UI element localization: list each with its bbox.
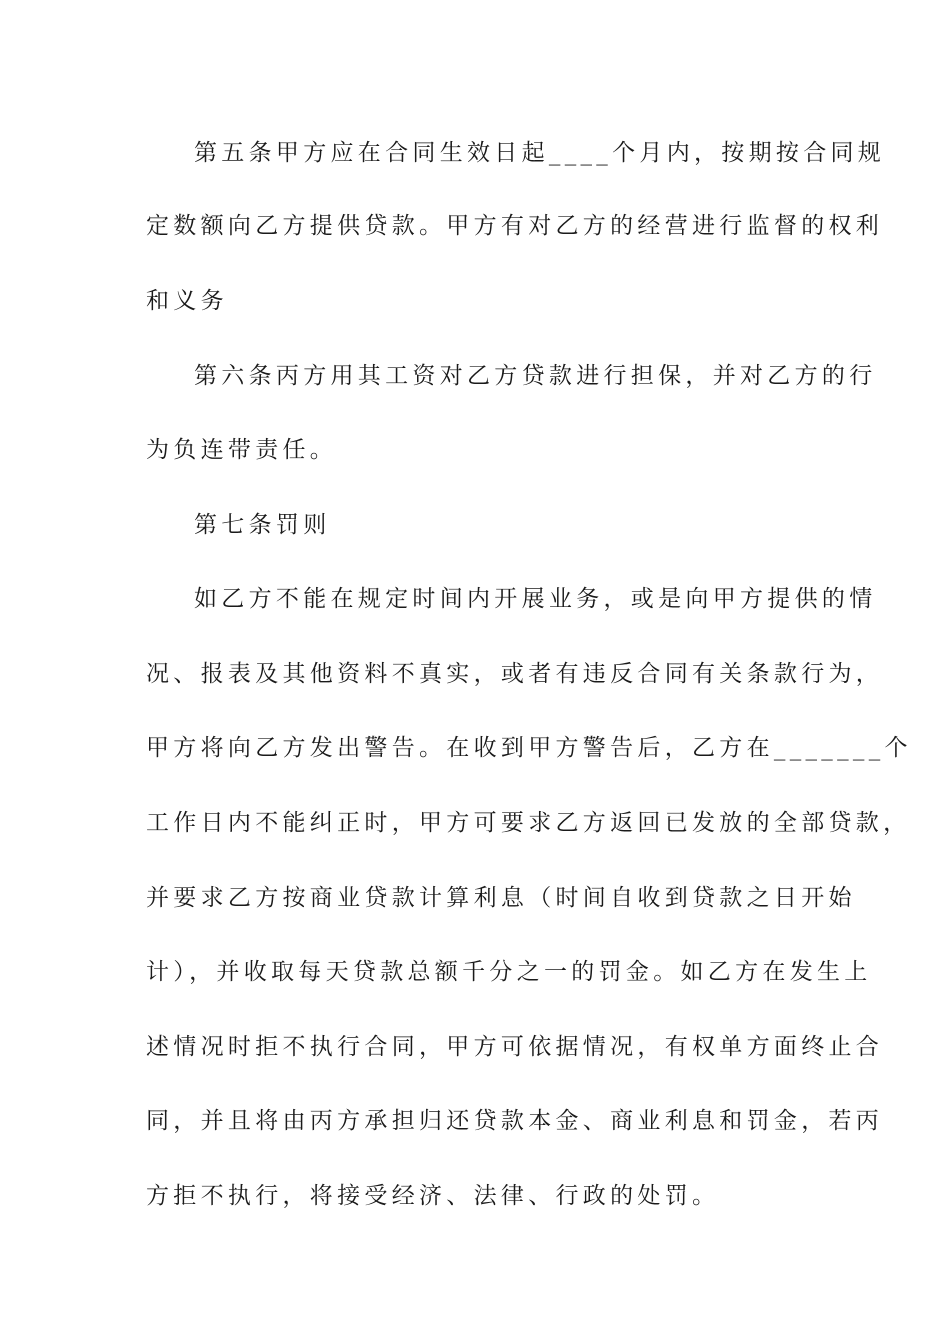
text-line: 同，并且将由丙方承担归还贷款本金、商业利息和罚金，若丙 xyxy=(146,1108,884,1134)
text-line: 况、报表及其他资料不真实，或者有违反合同有关条款行为， xyxy=(146,661,884,687)
text-line: 述情况时拒不执行合同，甲方可依据情况，有权单方面终止合 xyxy=(146,1034,884,1060)
text-line-article-6: 第六条丙方用其工资对乙方贷款进行担保，并对乙方的行 xyxy=(194,363,877,389)
text-line: 定数额向乙方提供贷款。甲方有对乙方的经营进行监督的权利 xyxy=(146,213,884,239)
section-heading-article-7: 第七条罚则 xyxy=(194,512,331,538)
text-line: 方拒不执行，将接受经济、法律、行政的处罚。 xyxy=(146,1183,720,1209)
text-line: 和义务 xyxy=(146,288,228,314)
text-line: 计），并收取每天贷款总额千分之一的罚金。如乙方在发生上 xyxy=(146,959,872,985)
text-line: 为负连带责任。 xyxy=(146,437,338,463)
text-line-article-5: 第五条甲方应在合同生效日起____个月内，按期按合同规 xyxy=(194,140,886,166)
text-line: 并要求乙方按商业贷款计算利息（时间自收到贷款之日开始 xyxy=(146,885,856,911)
text-line: 工作日内不能纠正时，甲方可要求乙方返回已发放的全部贷款， xyxy=(146,810,911,836)
text-line-penalty-paragraph: 如乙方不能在规定时间内开展业务，或是向甲方提供的情 xyxy=(194,586,877,612)
text-line: 甲方将向乙方发出警告。在收到甲方警告后，乙方在_______个 xyxy=(146,735,912,761)
